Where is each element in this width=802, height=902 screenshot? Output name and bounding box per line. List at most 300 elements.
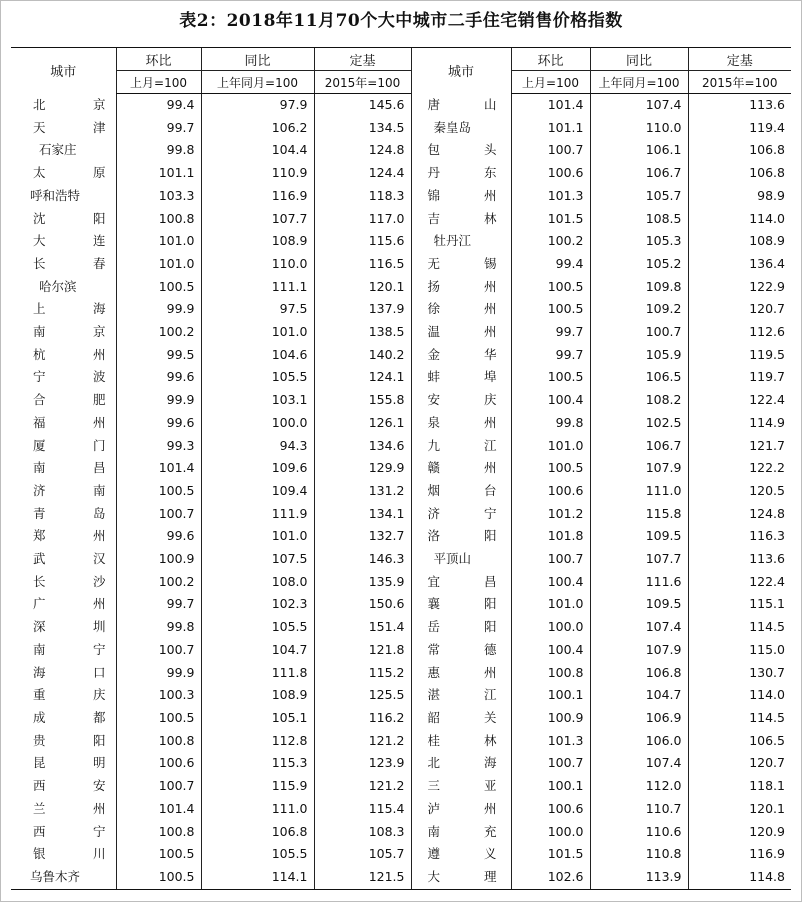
city-name-left: 武汉 xyxy=(33,551,106,567)
city-name-right: 泸州 xyxy=(411,798,511,821)
mom-index-left: 99.4 xyxy=(116,94,201,117)
fixed-index-left: 120.1 xyxy=(314,276,411,299)
yoy-index-right: 106.5 xyxy=(590,366,688,389)
mom-index-right: 101.4 xyxy=(511,94,590,117)
yoy-index-right: 113.9 xyxy=(590,866,688,889)
city-name-left: 青岛 xyxy=(33,505,106,521)
city-name-left: 乌鲁木齐 xyxy=(11,866,116,889)
yoy-index-right: 106.9 xyxy=(590,707,688,730)
fixed-index-left: 118.3 xyxy=(314,185,411,208)
fixed-index-left: 124.8 xyxy=(314,139,411,162)
mom-index-right: 100.5 xyxy=(511,276,590,299)
mom-index-left: 99.3 xyxy=(116,435,201,458)
table-row xyxy=(11,662,791,685)
mom-index-left: 100.5 xyxy=(116,480,201,503)
fixed-index-right: 106.8 xyxy=(688,162,791,185)
table-row xyxy=(11,503,791,526)
fixed-index-right: 121.7 xyxy=(688,435,791,458)
fixed-index-left: 126.1 xyxy=(314,412,411,435)
mom-index-left: 101.1 xyxy=(116,162,201,185)
yoy-index-left: 111.9 xyxy=(201,503,314,526)
header-yoy-right: 同比 xyxy=(590,48,688,71)
mom-index-left: 100.6 xyxy=(116,752,201,775)
fixed-index-left: 132.7 xyxy=(314,525,411,548)
mom-index-right: 101.3 xyxy=(511,185,590,208)
city-name-left: 银川 xyxy=(33,846,106,862)
city-name-right: 襄阳 xyxy=(411,593,511,616)
yoy-index-right: 110.7 xyxy=(590,798,688,821)
yoy-index-right: 105.3 xyxy=(590,230,688,253)
mom-index-left: 100.5 xyxy=(116,866,201,889)
yoy-index-left: 101.0 xyxy=(201,321,314,344)
yoy-index-right: 104.7 xyxy=(590,684,688,707)
yoy-index-right: 108.5 xyxy=(590,208,688,231)
fixed-index-right: 136.4 xyxy=(688,253,791,276)
fixed-index-left: 125.5 xyxy=(314,684,411,707)
table-row xyxy=(11,684,791,707)
fixed-index-right: 114.9 xyxy=(688,412,791,435)
mom-index-right: 100.7 xyxy=(511,752,590,775)
yoy-index-left: 109.6 xyxy=(201,457,314,480)
yoy-index-left: 115.9 xyxy=(201,775,314,798)
mom-index-right: 100.7 xyxy=(511,548,590,571)
table-row xyxy=(11,525,791,548)
mom-index-right: 101.0 xyxy=(511,435,590,458)
yoy-index-right: 110.0 xyxy=(590,117,688,140)
fixed-index-left: 134.5 xyxy=(314,117,411,140)
yoy-index-left: 111.8 xyxy=(201,662,314,685)
city-name-right: 锦州 xyxy=(411,185,511,208)
fixed-index-right: 122.9 xyxy=(688,276,791,299)
table-row xyxy=(11,139,791,162)
mom-index-left: 99.8 xyxy=(116,139,201,162)
fixed-index-right: 119.7 xyxy=(688,366,791,389)
city-name-left: 南京 xyxy=(33,324,106,340)
fixed-index-left: 134.1 xyxy=(314,503,411,526)
city-name-left: 天津 xyxy=(33,119,106,135)
city-name-left: 昆明 xyxy=(33,755,106,771)
fixed-index-left: 124.1 xyxy=(314,366,411,389)
yoy-index-left: 112.8 xyxy=(201,730,314,753)
yoy-index-right: 107.9 xyxy=(590,457,688,480)
yoy-index-left: 105.5 xyxy=(201,366,314,389)
yoy-index-left: 94.3 xyxy=(201,435,314,458)
fixed-index-right: 122.4 xyxy=(688,389,791,412)
mom-index-left: 99.7 xyxy=(116,593,201,616)
city-name-left: 重庆 xyxy=(33,687,106,703)
yoy-index-left: 102.3 xyxy=(201,593,314,616)
mom-index-right: 99.4 xyxy=(511,253,590,276)
fixed-index-right: 130.7 xyxy=(688,662,791,685)
yoy-index-right: 105.7 xyxy=(590,185,688,208)
city-name-right: 烟台 xyxy=(411,480,511,503)
city-name-left: 福州 xyxy=(33,414,106,430)
yoy-index-left: 107.7 xyxy=(201,208,314,231)
yoy-index-left: 108.0 xyxy=(201,571,314,594)
mom-index-right: 100.7 xyxy=(511,139,590,162)
city-name-right: 平顶山 xyxy=(411,548,511,571)
mom-index-left: 100.8 xyxy=(116,821,201,844)
city-name-left: 大连 xyxy=(33,233,106,249)
city-name-left: 西安 xyxy=(33,778,106,794)
yoy-index-left: 103.1 xyxy=(201,389,314,412)
city-name-right: 扬州 xyxy=(411,276,511,299)
city-name-right: 宜昌 xyxy=(411,571,511,594)
header-mom-right: 环比 xyxy=(511,48,590,71)
yoy-index-left: 110.0 xyxy=(201,253,314,276)
fixed-index-left: 124.4 xyxy=(314,162,411,185)
city-name-right: 徐州 xyxy=(411,298,511,321)
table-row xyxy=(11,480,791,503)
city-name-right: 遵义 xyxy=(411,843,511,866)
table-row xyxy=(11,344,791,367)
table-row xyxy=(11,435,791,458)
yoy-index-left: 104.4 xyxy=(201,139,314,162)
yoy-index-right: 107.7 xyxy=(590,548,688,571)
table-row xyxy=(11,707,791,730)
header-mom-left: 环比 xyxy=(116,48,201,71)
header-fixed-right: 定基 xyxy=(688,48,791,71)
yoy-index-right: 111.6 xyxy=(590,571,688,594)
mom-index-right: 100.9 xyxy=(511,707,590,730)
table-row xyxy=(11,821,791,844)
yoy-index-right: 110.8 xyxy=(590,843,688,866)
table-row xyxy=(11,412,791,435)
mom-index-right: 100.2 xyxy=(511,230,590,253)
fixed-index-right: 120.5 xyxy=(688,480,791,503)
city-name-left: 厦门 xyxy=(33,437,106,453)
city-name-right: 安庆 xyxy=(411,389,511,412)
city-name-left: 上海 xyxy=(33,301,106,317)
fixed-index-left: 155.8 xyxy=(314,389,411,412)
table-row xyxy=(11,253,791,276)
mom-index-left: 101.0 xyxy=(116,230,201,253)
mom-index-right: 100.6 xyxy=(511,480,590,503)
fixed-index-left: 140.2 xyxy=(314,344,411,367)
yoy-index-right: 107.4 xyxy=(590,752,688,775)
yoy-index-right: 105.9 xyxy=(590,344,688,367)
yoy-index-left: 106.8 xyxy=(201,821,314,844)
fixed-index-right: 114.8 xyxy=(688,866,791,889)
yoy-index-left: 109.4 xyxy=(201,480,314,503)
city-name-right: 吉林 xyxy=(411,208,511,231)
city-name-right: 丹东 xyxy=(411,162,511,185)
city-name-right: 三亚 xyxy=(411,775,511,798)
fixed-index-left: 121.2 xyxy=(314,730,411,753)
mom-index-right: 100.4 xyxy=(511,389,590,412)
fixed-index-right: 116.3 xyxy=(688,525,791,548)
table-row xyxy=(11,752,791,775)
mom-index-left: 99.6 xyxy=(116,525,201,548)
fixed-index-left: 116.5 xyxy=(314,253,411,276)
fixed-index-right: 120.7 xyxy=(688,752,791,775)
city-name-right: 岳阳 xyxy=(411,616,511,639)
yoy-index-right: 111.0 xyxy=(590,480,688,503)
yoy-index-right: 107.9 xyxy=(590,639,688,662)
fixed-index-right: 114.0 xyxy=(688,208,791,231)
mom-index-left: 103.3 xyxy=(116,185,201,208)
city-name-left: 北京 xyxy=(33,96,106,112)
city-name-left: 郑州 xyxy=(33,528,106,544)
yoy-index-right: 105.2 xyxy=(590,253,688,276)
city-name-left: 杭州 xyxy=(33,346,106,362)
fixed-index-right: 116.9 xyxy=(688,843,791,866)
city-name-right: 秦皇岛 xyxy=(411,117,511,140)
fixed-index-right: 122.2 xyxy=(688,457,791,480)
mom-index-right: 99.7 xyxy=(511,344,590,367)
fixed-index-right: 114.5 xyxy=(688,707,791,730)
table-row xyxy=(11,185,791,208)
city-name-right: 南充 xyxy=(411,821,511,844)
mom-index-left: 100.9 xyxy=(116,548,201,571)
city-name-left: 长春 xyxy=(33,255,106,271)
table-row xyxy=(11,321,791,344)
fixed-index-right: 115.0 xyxy=(688,639,791,662)
fixed-index-left: 145.6 xyxy=(314,94,411,117)
fixed-index-left: 121.2 xyxy=(314,775,411,798)
table-row xyxy=(11,548,791,571)
city-name-right: 九江 xyxy=(411,435,511,458)
fixed-index-left: 123.9 xyxy=(314,752,411,775)
fixed-index-right: 120.1 xyxy=(688,798,791,821)
city-name-left: 合肥 xyxy=(33,392,106,408)
header-city-left: 城市 xyxy=(11,48,116,94)
fixed-index-right: 122.4 xyxy=(688,571,791,594)
fixed-index-left: 135.9 xyxy=(314,571,411,594)
city-name-left: 呼和浩特 xyxy=(30,187,81,203)
table-row xyxy=(11,298,791,321)
mom-index-right: 101.5 xyxy=(511,208,590,231)
fixed-index-right: 120.7 xyxy=(688,298,791,321)
city-name-left: 贵阳 xyxy=(33,732,106,748)
fixed-index-left: 146.3 xyxy=(314,548,411,571)
city-name-right: 大理 xyxy=(411,866,511,889)
yoy-index-right: 109.5 xyxy=(590,593,688,616)
city-name-right: 济宁 xyxy=(411,503,511,526)
yoy-index-left: 105.5 xyxy=(201,616,314,639)
fixed-index-right: 115.1 xyxy=(688,593,791,616)
table-row xyxy=(11,94,791,117)
header-row-base xyxy=(11,71,791,94)
fixed-index-left: 131.2 xyxy=(314,480,411,503)
table-row xyxy=(11,208,791,231)
city-name-left: 长沙 xyxy=(33,573,106,589)
mom-index-left: 100.7 xyxy=(116,639,201,662)
table-row xyxy=(11,389,791,412)
mom-index-right: 101.5 xyxy=(511,843,590,866)
fixed-index-left: 108.3 xyxy=(314,821,411,844)
header-city-right: 城市 xyxy=(411,48,511,94)
header-yoy-base-right: 上年同月=100 xyxy=(590,71,688,94)
header-mom-base-right: 上月=100 xyxy=(511,71,590,94)
city-name-right: 常德 xyxy=(411,639,511,662)
mom-index-left: 100.2 xyxy=(116,321,201,344)
mom-index-left: 99.6 xyxy=(116,412,201,435)
fixed-index-right: 119.4 xyxy=(688,117,791,140)
yoy-index-left: 108.9 xyxy=(201,684,314,707)
table-header xyxy=(11,48,791,94)
city-name-right: 泉州 xyxy=(411,412,511,435)
yoy-index-left: 97.5 xyxy=(201,298,314,321)
yoy-index-left: 104.7 xyxy=(201,639,314,662)
city-name-right: 惠州 xyxy=(411,662,511,685)
fixed-index-right: 106.8 xyxy=(688,139,791,162)
table-row xyxy=(11,366,791,389)
header-yoy-left: 同比 xyxy=(201,48,314,71)
city-name-right: 无锡 xyxy=(411,253,511,276)
fixed-index-right: 114.5 xyxy=(688,616,791,639)
mom-index-right: 101.3 xyxy=(511,730,590,753)
mom-index-right: 100.8 xyxy=(511,662,590,685)
city-name-left: 宁波 xyxy=(33,369,106,385)
mom-index-right: 100.5 xyxy=(511,298,590,321)
fixed-index-left: 121.5 xyxy=(314,866,411,889)
mom-index-right: 102.6 xyxy=(511,866,590,889)
yoy-index-right: 106.8 xyxy=(590,662,688,685)
city-name-left: 成都 xyxy=(33,709,106,725)
city-name-right: 金华 xyxy=(411,344,511,367)
table-row xyxy=(11,457,791,480)
mom-index-right: 101.8 xyxy=(511,525,590,548)
fixed-index-right: 112.6 xyxy=(688,321,791,344)
city-name-right: 桂林 xyxy=(411,730,511,753)
table-row xyxy=(11,230,791,253)
city-name-left: 济南 xyxy=(33,482,106,498)
header-mom-base-left: 上月=100 xyxy=(116,71,201,94)
city-name-left: 石家庄 xyxy=(39,142,77,158)
yoy-index-left: 111.0 xyxy=(201,798,314,821)
yoy-index-left: 114.1 xyxy=(201,866,314,889)
fixed-index-left: 121.8 xyxy=(314,639,411,662)
yoy-index-right: 112.0 xyxy=(590,775,688,798)
fixed-index-left: 115.6 xyxy=(314,230,411,253)
table-row xyxy=(11,798,791,821)
yoy-index-right: 109.2 xyxy=(590,298,688,321)
table-row xyxy=(11,616,791,639)
mom-index-right: 100.4 xyxy=(511,639,590,662)
city-name-left: 南昌 xyxy=(33,460,106,476)
yoy-index-left: 105.5 xyxy=(201,843,314,866)
city-name-right: 洛阳 xyxy=(411,525,511,548)
city-name-right: 北海 xyxy=(411,752,511,775)
mom-index-right: 99.7 xyxy=(511,321,590,344)
mom-index-right: 99.8 xyxy=(511,412,590,435)
city-name-left: 广州 xyxy=(33,596,106,612)
mom-index-left: 100.7 xyxy=(116,503,201,526)
header-row-top xyxy=(11,48,791,71)
yoy-index-left: 111.1 xyxy=(201,276,314,299)
table-row xyxy=(11,571,791,594)
yoy-index-left: 97.9 xyxy=(201,94,314,117)
city-name-left: 太原 xyxy=(33,165,106,181)
mom-index-left: 100.8 xyxy=(116,730,201,753)
mom-index-right: 101.0 xyxy=(511,593,590,616)
table-row xyxy=(11,843,791,866)
mom-index-right: 101.2 xyxy=(511,503,590,526)
table-body xyxy=(11,94,791,890)
header-fixed-base-right: 2015年=100 xyxy=(688,71,791,94)
fixed-index-right: 124.8 xyxy=(688,503,791,526)
mom-index-left: 99.6 xyxy=(116,366,201,389)
mom-index-left: 101.4 xyxy=(116,457,201,480)
mom-index-left: 101.0 xyxy=(116,253,201,276)
fixed-index-left: 138.5 xyxy=(314,321,411,344)
yoy-index-right: 109.8 xyxy=(590,276,688,299)
fixed-index-right: 118.1 xyxy=(688,775,791,798)
fixed-index-left: 105.7 xyxy=(314,843,411,866)
city-name-left: 海口 xyxy=(33,664,106,680)
header-fixed-left: 定基 xyxy=(314,48,411,71)
mom-index-left: 100.7 xyxy=(116,775,201,798)
city-name-left: 哈尔滨 xyxy=(39,278,77,294)
yoy-index-left: 106.2 xyxy=(201,117,314,140)
yoy-index-left: 100.0 xyxy=(201,412,314,435)
mom-index-right: 100.0 xyxy=(511,821,590,844)
fixed-index-left: 129.9 xyxy=(314,457,411,480)
yoy-index-right: 100.7 xyxy=(590,321,688,344)
yoy-index-left: 104.6 xyxy=(201,344,314,367)
table-row xyxy=(11,276,791,299)
fixed-index-left: 134.6 xyxy=(314,435,411,458)
table-row xyxy=(11,866,791,889)
mom-index-right: 101.1 xyxy=(511,117,590,140)
mom-index-left: 100.5 xyxy=(116,843,201,866)
fixed-index-right: 106.5 xyxy=(688,730,791,753)
yoy-index-right: 106.7 xyxy=(590,162,688,185)
price-index-table xyxy=(11,47,791,890)
fixed-index-right: 98.9 xyxy=(688,185,791,208)
city-name-right: 牡丹江 xyxy=(411,230,511,253)
yoy-index-left: 101.0 xyxy=(201,525,314,548)
fixed-index-right: 108.9 xyxy=(688,230,791,253)
fixed-index-left: 137.9 xyxy=(314,298,411,321)
fixed-index-left: 115.2 xyxy=(314,662,411,685)
mom-index-right: 100.1 xyxy=(511,684,590,707)
yoy-index-right: 107.4 xyxy=(590,94,688,117)
mom-index-left: 99.9 xyxy=(116,389,201,412)
city-name-right: 蚌埠 xyxy=(411,366,511,389)
yoy-index-right: 115.8 xyxy=(590,503,688,526)
yoy-index-left: 107.5 xyxy=(201,548,314,571)
mom-index-right: 100.5 xyxy=(511,457,590,480)
yoy-index-right: 108.2 xyxy=(590,389,688,412)
yoy-index-left: 110.9 xyxy=(201,162,314,185)
mom-index-left: 100.8 xyxy=(116,208,201,231)
yoy-index-right: 106.7 xyxy=(590,435,688,458)
mom-index-left: 99.8 xyxy=(116,616,201,639)
city-name-left: 沈阳 xyxy=(33,210,106,226)
mom-index-right: 100.5 xyxy=(511,366,590,389)
city-name-left: 兰州 xyxy=(33,800,106,816)
fixed-index-right: 114.0 xyxy=(688,684,791,707)
mom-index-left: 100.5 xyxy=(116,276,201,299)
fixed-index-right: 113.6 xyxy=(688,94,791,117)
city-name-right: 温州 xyxy=(411,321,511,344)
yoy-index-right: 109.5 xyxy=(590,525,688,548)
mom-index-right: 100.4 xyxy=(511,571,590,594)
fixed-index-left: 150.6 xyxy=(314,593,411,616)
fixed-index-left: 115.4 xyxy=(314,798,411,821)
mom-index-left: 99.7 xyxy=(116,117,201,140)
mom-index-left: 100.2 xyxy=(116,571,201,594)
yoy-index-right: 106.1 xyxy=(590,139,688,162)
mom-index-left: 101.4 xyxy=(116,798,201,821)
city-name-left: 西宁 xyxy=(33,823,106,839)
city-name-left: 深圳 xyxy=(33,619,106,635)
yoy-index-right: 107.4 xyxy=(590,616,688,639)
fixed-index-right: 119.5 xyxy=(688,344,791,367)
header-yoy-base-left: 上年同月=100 xyxy=(201,71,314,94)
